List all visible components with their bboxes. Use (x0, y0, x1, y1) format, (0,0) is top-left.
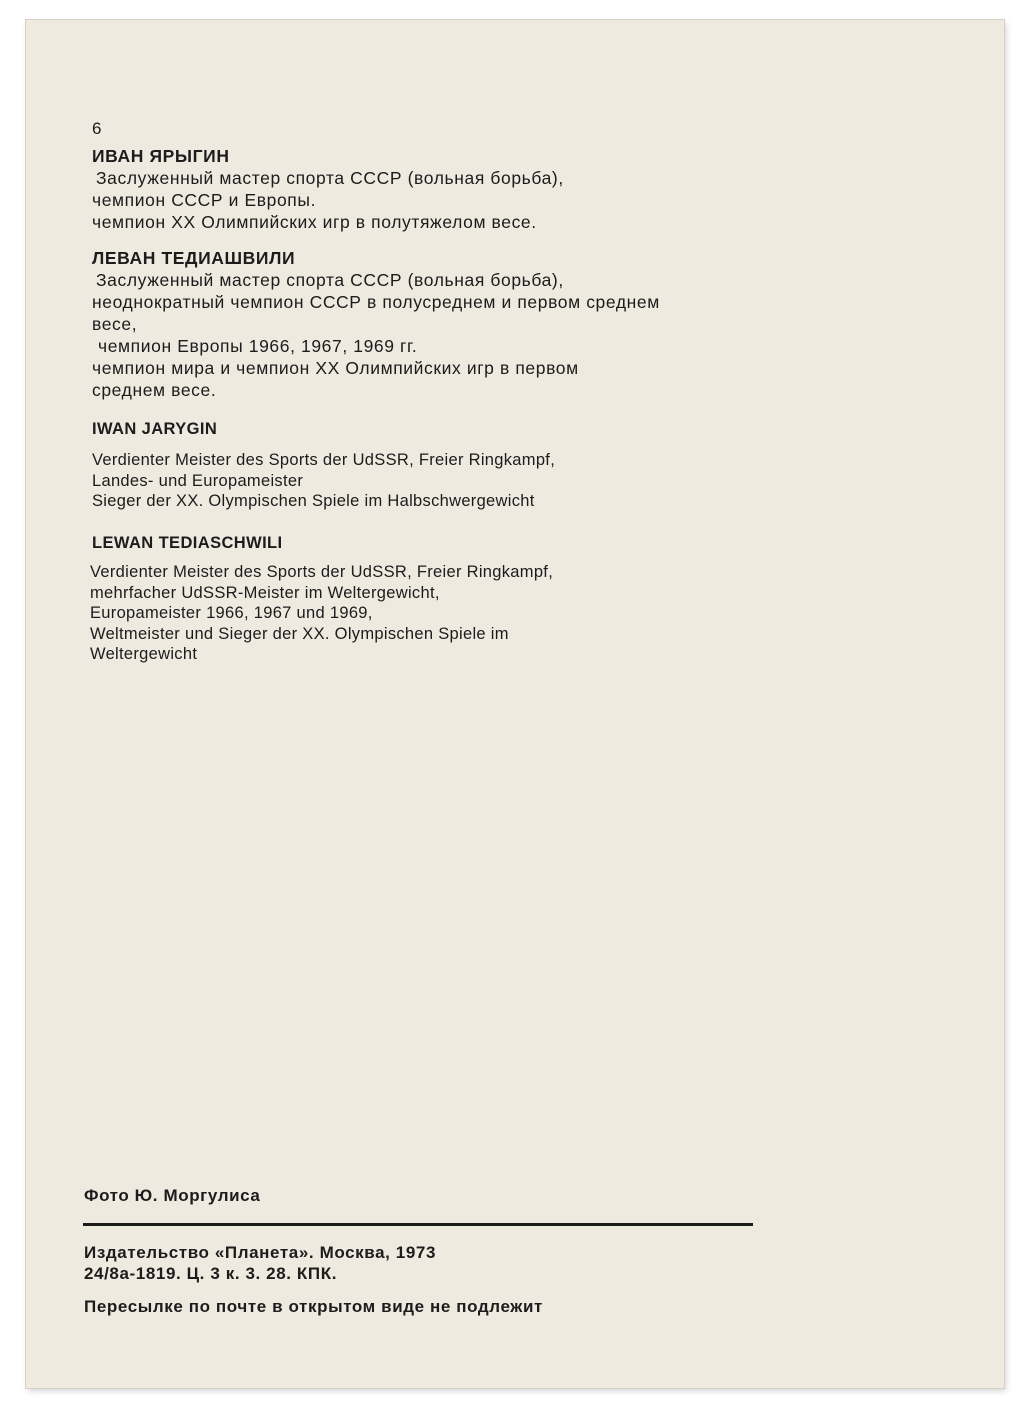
catalog-line: 24/8а-1819. Ц. 3 к. 3. 28. КПК. (84, 1264, 338, 1283)
ru-athlete2-line: чемпион Европы 1966, 1967, 1969 гг. (98, 336, 418, 356)
de-athlete2-line: Verdienter Meister des Sports der UdSSR, Freier Ringkampf, (90, 563, 554, 581)
ru-athlete1-line: Заслуженный мастер спорта СССР (вольная борьба), (96, 168, 564, 188)
de-athlete1-bio (92, 450, 555, 512)
de-athlete2-line: Weltergewicht (90, 645, 198, 663)
de-athlete2-line: mehrfacher UdSSR-Meister im Weltergewicht, (90, 583, 440, 602)
ru-athlete2-line: весе, (92, 314, 138, 334)
de-athlete2-line: Weltmeister und Sieger der XX. Olympischen Spiele im (90, 624, 509, 643)
ru-athlete1-name: ИВАН ЯРЫГИН (92, 146, 230, 166)
footer-divider (83, 1223, 753, 1226)
ru-athlete2-line: неоднократный чемпион СССР в полусреднем и первом среднем (92, 292, 660, 312)
ru-athlete1-line: чемпион XX Олимпийских игр в полутяжелом весе. (92, 212, 537, 232)
de-athlete2-bio (90, 562, 553, 665)
ru-athlete2-line: чемпион мира и чемпион XX Олимпийских игр в первом (92, 358, 579, 378)
photo-credit: Фото Ю. Моргулиса (84, 1186, 261, 1205)
page-number: 6 (92, 119, 103, 138)
ru-athlete1-bio (92, 167, 564, 233)
de-athlete1-line: Verdienter Meister des Sports der UdSSR, Freier Ringkampf, (92, 451, 556, 469)
de-athlete2-name: LEWAN TEDIASCHWILI (92, 534, 283, 552)
ru-athlete2-bio (92, 269, 660, 401)
mail-notice: Пересылке по почте в открытом виде не подлежит (84, 1297, 543, 1316)
de-athlete2-line: Europameister 1966, 1967 und 1969, (90, 604, 373, 622)
ru-athlete2-line: среднем весе. (92, 380, 217, 400)
ru-athlete2-name: ЛЕВАН ТЕДИАШВИЛИ (92, 248, 296, 268)
de-athlete1-line: Landes- und Europameister (92, 471, 304, 490)
de-athlete1-name: IWAN JARYGIN (92, 420, 218, 438)
publisher-line: Издательство «Планета». Москва, 1973 (84, 1243, 436, 1262)
ru-athlete2-line: Заслуженный мастер спорта СССР (вольная борьба), (96, 270, 564, 290)
de-athlete1-line: Sieger der XX. Olympischen Spiele im Halbschwergewicht (92, 492, 535, 510)
ru-athlete1-line: чемпион СССР и Европы. (92, 190, 317, 210)
